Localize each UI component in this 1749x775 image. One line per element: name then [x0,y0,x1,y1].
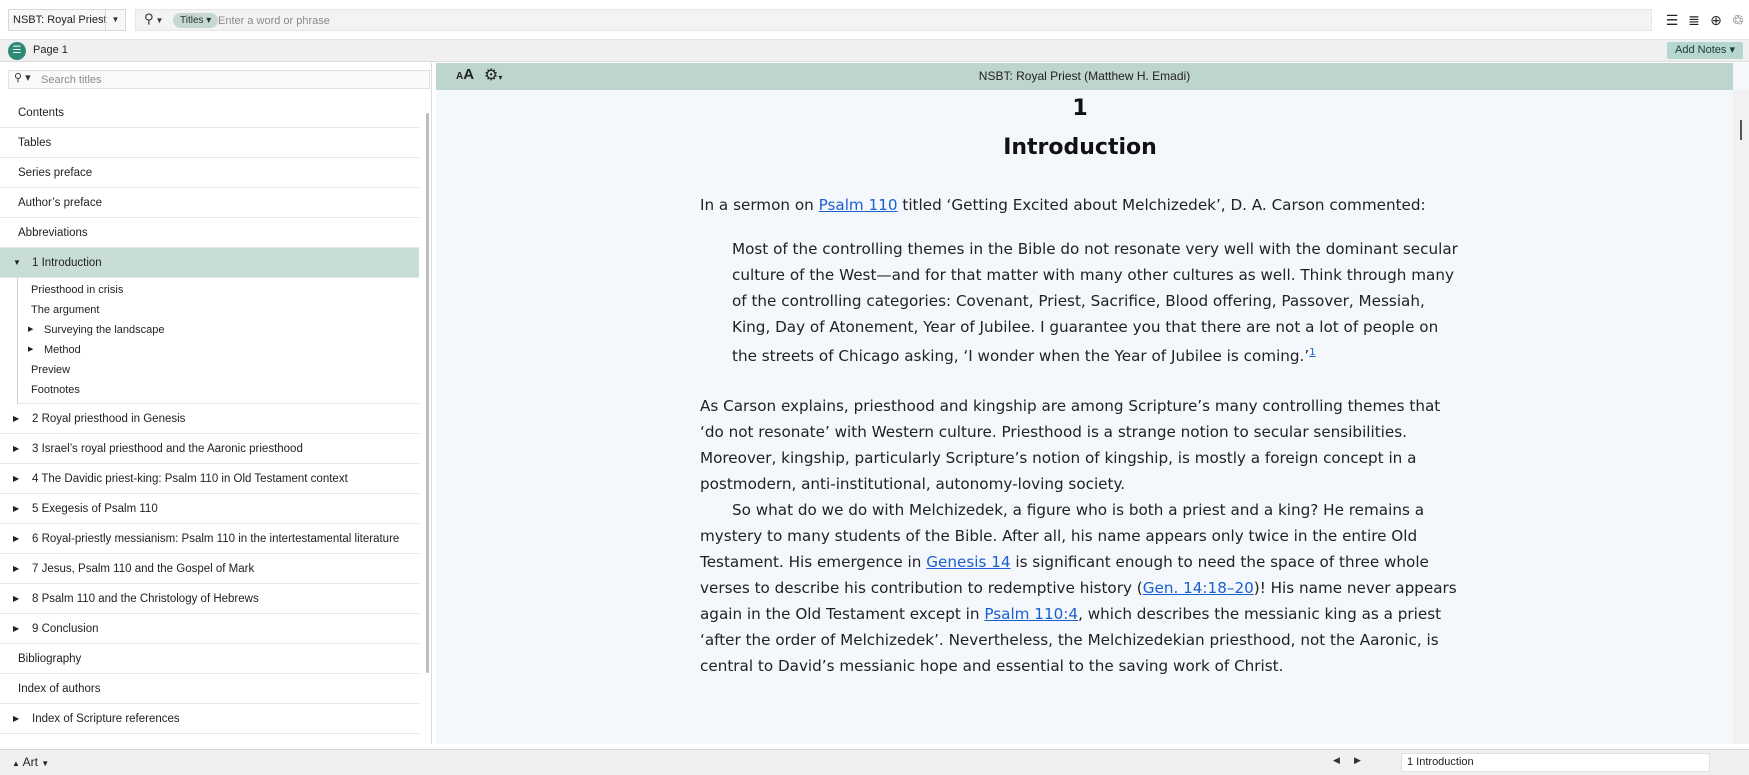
gear-icon[interactable]: ⚙▾ [484,67,503,84]
toc-item-bibliography[interactable]: Bibliography [0,644,419,674]
scripture-link[interactable]: Psalm 110 [818,196,898,214]
add-notes-label: Add Notes [1675,44,1727,56]
previous-arrow-icon[interactable]: ◀ [1333,755,1340,765]
location-field[interactable]: 1 Introduction [1401,753,1710,772]
toc-sub-item[interactable]: Footnotes [31,384,80,396]
toc-item-label: 1 Introduction [32,257,102,269]
search-bar [135,9,1652,31]
toc-item-chapter[interactable] [0,494,419,524]
paragraph [700,192,1460,218]
reader-title: NSBT: Royal Priest (Matthew H. Emadi) [978,69,1191,83]
text-run: titled ‘Getting Excited about Melchizedek’, D. A. Carson commented: [897,196,1426,214]
triangle-down-icon[interactable]: ▼ [13,258,21,267]
add-notes-button[interactable]: Add Notes ▾ [1667,42,1743,59]
font-size-icon[interactable]: AA [456,66,475,83]
chapter-number: 1 [1072,96,1088,121]
toc-item-abbreviations[interactable]: Abbreviations [0,218,419,248]
add-circle-icon[interactable]: ⊕ [1710,11,1722,28]
search-scope-pill[interactable]: Titles ▾ [173,13,218,28]
toc-item-label: Index of Scripture references [32,713,180,725]
triangle-right-icon[interactable]: ▶ [13,534,20,543]
paragraph: As Carson explains, priesthood and kingship are among Scripture’s many controlling themes that ‘do not resonate’ with Western culture. Priesthood is a strange notion to secular sensibilities. Moreover, kingship, particularly Scripture’s notion of kingship, is mostly a foreign concept in a postmodern, anti-institutional, autonomy-loving society. [700,397,1441,494]
toc-item-authors-preface[interactable]: Author’s preface [0,188,419,218]
toc-item-chapter[interactable] [0,584,419,614]
title-search-input[interactable] [41,72,411,88]
recycle-icon[interactable]: ♲ [1731,11,1745,28]
triangle-right-icon[interactable]: ▶ [13,414,20,423]
scrollbar-thumb[interactable] [1740,120,1742,140]
reader-header [436,63,1733,90]
book-page [700,91,1460,679]
text-run: , which describes the messianic king as a priest ‘after the order of Melchizedek’. Nevertheless, the Melchizedekian priesthood, not the Aaronic, is central to David’s messianic hope and essential to the saving work of Christ. [700,605,1442,676]
text-run: )! His name never appears again in the Old Testament except in [700,579,1457,624]
toc-item-label: 9 Conclusion [32,623,99,635]
text-run: In a sermon on [700,196,819,214]
toc-item-label: 8 Psalm 110 and the Christology of Hebrews [32,593,259,605]
toc-sub-item[interactable]: The argument [31,304,100,316]
scripture-link[interactable]: Psalm 110:4 [984,605,1079,624]
toc-item-label: 6 Royal-priestly messianism: Psalm 110 in the intertestamental literature [32,533,400,545]
resource-selector[interactable] [8,9,126,31]
toc-item-chapter[interactable] [0,524,419,554]
table-of-contents [0,98,419,734]
toc-item-index-of-scripture[interactable] [0,704,419,734]
toc-item-series-preface[interactable]: Series preface [0,158,419,188]
toc-sub-item[interactable] [18,340,419,360]
scripture-link[interactable]: Gen. 14:18–20 [1142,579,1254,598]
align-right-icon[interactable]: ≣ [1688,11,1700,28]
triangle-right-icon[interactable]: ▶ [13,474,20,483]
search-scope-label: Titles [180,15,204,26]
text-run: So what do we do with Melchizedek, a figure who is both a priest and a king? He remains a mystery to many students of the Bible. After all, his name appears only twice in the entire Old Testament. His emergence in [700,501,1425,572]
chevron-down-icon[interactable]: ▼ [105,10,125,30]
search-input[interactable] [218,12,1618,29]
search-icon[interactable]: ⚲ ▼ [144,11,164,26]
layout-label: Art [22,755,38,769]
toc-item-index-of-authors[interactable]: Index of authors [0,674,419,704]
toc-item-tables[interactable]: Tables [0,128,419,158]
toc-item-chapter[interactable] [0,434,419,464]
bottom-bar [0,749,1749,775]
scripture-link[interactable]: Genesis 14 [926,553,1011,572]
triangle-right-icon[interactable]: ▶ [13,714,20,723]
toc-subsections [17,278,419,404]
toc-sub-item[interactable]: Priesthood in crisis [31,284,124,296]
toc-sub-item-label: Surveying the landscape [44,324,165,336]
sidebar-scrollbar[interactable] [426,113,429,673]
toc-item-label: 5 Exegesis of Psalm 110 [32,503,158,515]
toc-sidebar [0,63,432,744]
triangle-right-icon[interactable]: ▶ [13,624,20,633]
paragraph [700,497,1460,679]
toc-sub-item[interactable] [18,320,419,340]
triangle-right-icon[interactable]: ▶ [28,326,34,333]
page-bar [0,40,1749,62]
toc-sub-item[interactable]: Preview [31,364,71,376]
toc-item-label: 3 Israel’s royal priesthood and the Aaronic priesthood [32,443,303,455]
toc-item-introduction[interactable] [0,248,419,278]
chapter-title: Introduction [1003,135,1157,160]
resource-title: NSBT: Royal Priest [13,14,107,26]
title-search [8,70,430,89]
reader-pane [436,63,1749,744]
toc-item-label: 4 The Davidic priest-king: Psalm 110 in Old Testament context [32,473,348,485]
triangle-right-icon[interactable]: ▶ [13,594,20,603]
layout-menu-button[interactable]: ▲ Art ▼ [12,755,50,769]
top-toolbar [0,0,1749,40]
quote-text: Most of the controlling themes in the Bible do not resonate very well with the dominant secular culture of the West—and for that matter with many other cultures as well. Think through many of the controlling categories: Covenant, Priest, Sacrifice, Blood offering, Passover, Messiah, King, Day of Atonement, Year of Jubilee. I guarantee you that there are not a lot of people on the streets of Chicago asking, ‘I wonder when the Year of Jubilee is coming.’ [732,240,1458,366]
toc-sub-item-label: Method [44,344,81,356]
block-quote [700,236,1460,369]
toc-item-label: 2 Royal priesthood in Genesis [32,413,186,425]
triangle-right-icon[interactable]: ▶ [13,444,20,453]
menu-lines-icon[interactable]: ☰ [1665,11,1679,28]
footnote-link[interactable]: 1 [1309,347,1316,358]
next-arrow-icon[interactable]: ▶ [1354,755,1361,765]
toc-item-chapter[interactable] [0,404,419,434]
toolbar-icons [1665,10,1745,30]
toc-item-chapter[interactable] [0,614,419,644]
triangle-right-icon[interactable]: ▶ [13,504,20,513]
list-icon[interactable]: ☰ [8,42,26,60]
triangle-right-icon[interactable]: ▶ [13,564,20,573]
toc-item-chapter[interactable] [0,464,419,494]
page-label: Page 1 [33,44,68,56]
search-icon[interactable]: ⚲ ▾ [14,72,31,84]
text-run: is significant enough to need the space of three whole verses to describe his contribution to redemptive history ( [700,553,1429,598]
triangle-right-icon[interactable]: ▶ [28,346,34,353]
toc-item-contents[interactable]: Contents [0,98,419,128]
reader-scrollbar[interactable] [1733,90,1749,744]
toc-item-chapter[interactable] [0,554,419,584]
toc-item-label: 7 Jesus, Psalm 110 and the Gospel of Mark [32,563,255,575]
